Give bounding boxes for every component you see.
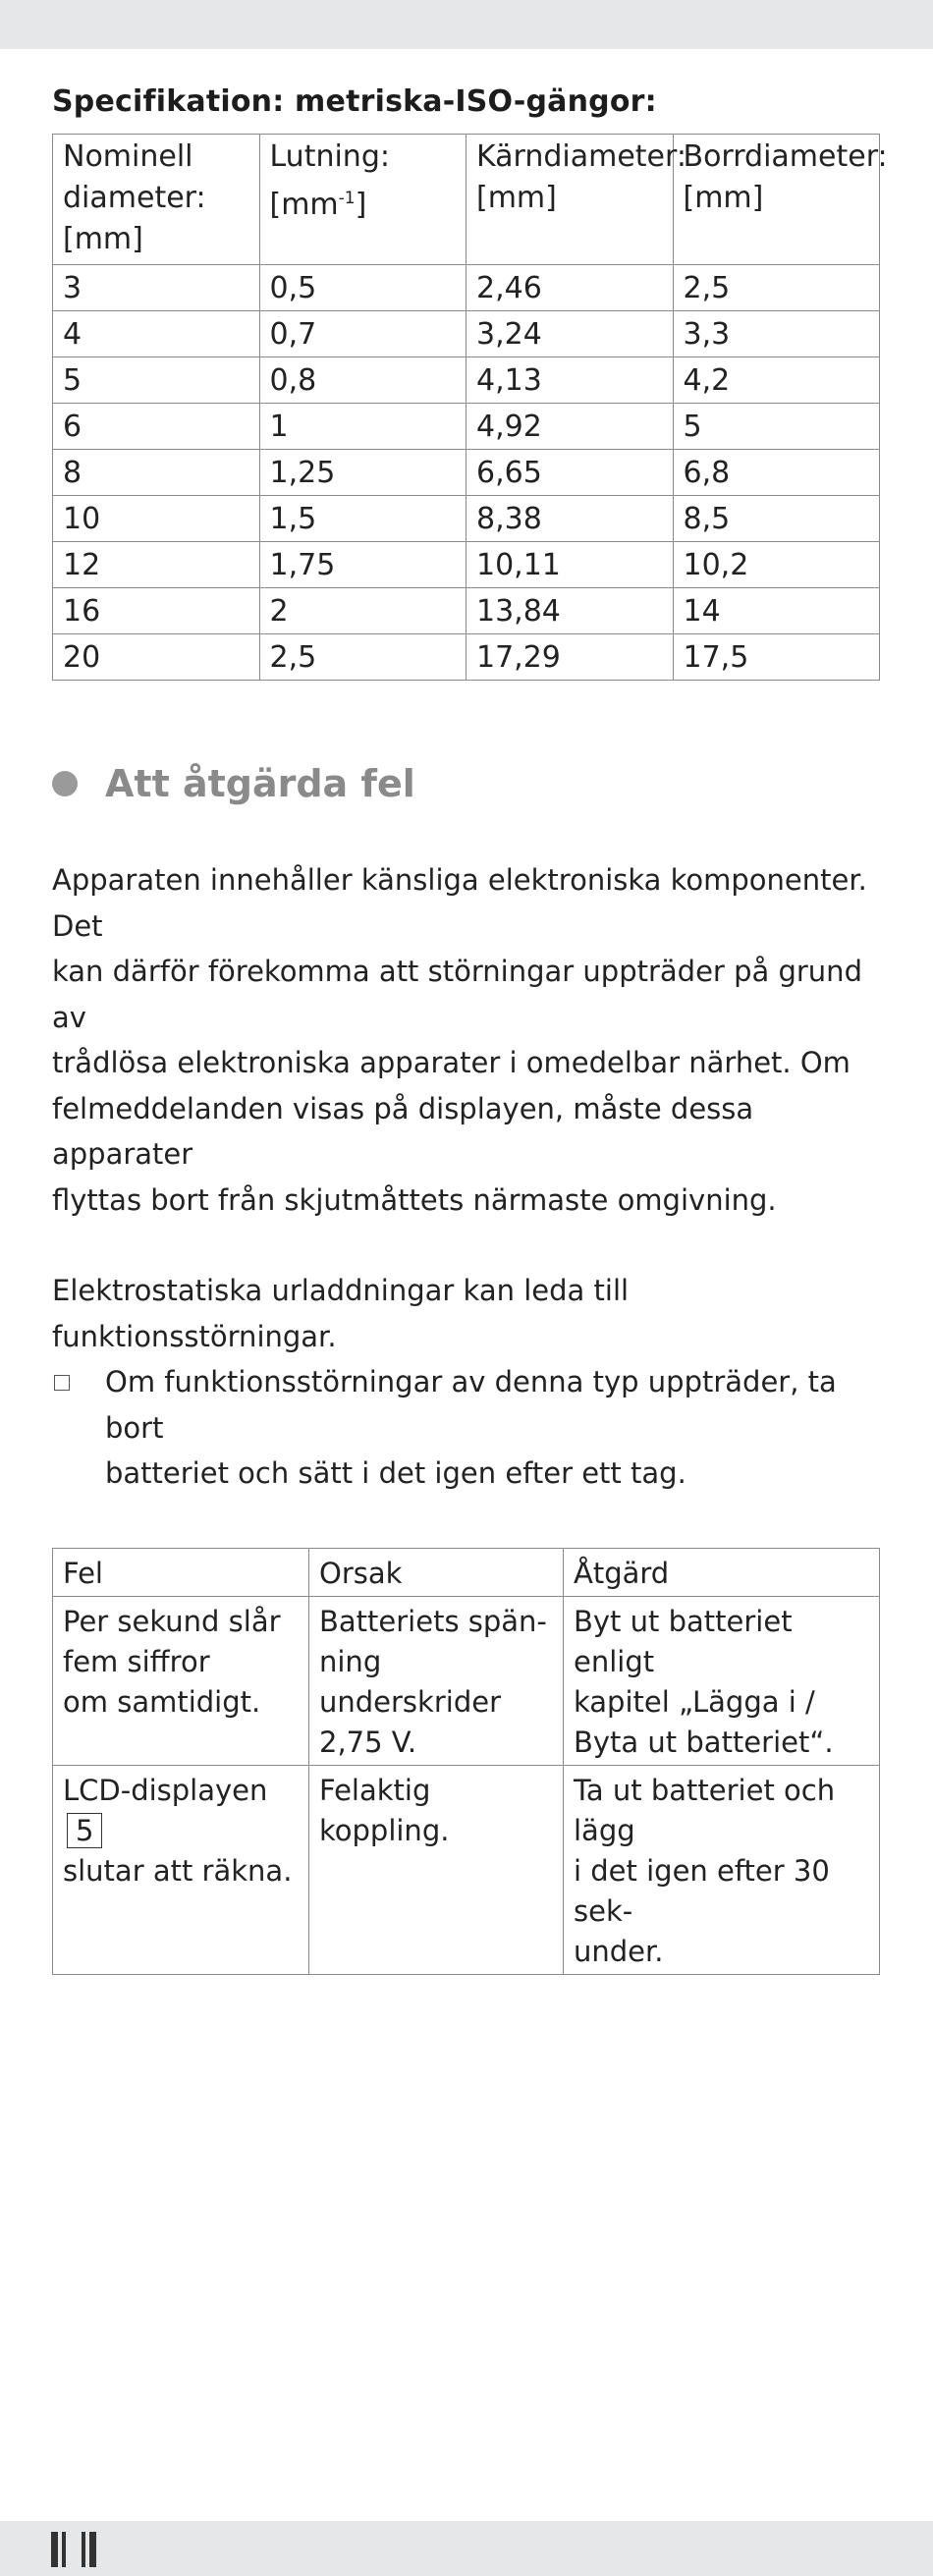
checkbox-bullet-icon [54,1375,70,1391]
bottom-margin-band [0,2521,933,2576]
header-core-diameter: Kärndiameter: [mm] [466,135,674,265]
table-row: 4 0,7 3,24 3,3 [53,311,880,357]
section-heading [52,759,880,808]
instruction-text: Om funktionsstörningar av denna typ uppträder, ta bort batteriet och sätt i det igen efter ett tag. [105,1365,837,1490]
section-bullet-icon [52,771,78,796]
table-row: 20 2,5 17,29 17,5 [53,634,880,681]
section-title: Att åtgärda fel [105,762,415,805]
table-row [53,1765,880,1974]
fault-cell: Per sekund slår fem siffror om samtidigt. [53,1596,309,1765]
table-row: 16 2 13,84 14 [53,588,880,634]
header-cause: Orsak [309,1548,564,1596]
remedy-cell: Ta ut batteriet och lägg i det igen efter 30 sek- under. [564,1765,880,1974]
cause-cell: Felaktig koppling. [309,1765,564,1974]
spec-title: Specifikation: metriska-ISO-gängor: [52,84,657,119]
table-row: 12 1,75 10,11 10,2 [53,542,880,588]
table-row: 5 0,8 4,13 4,2 [53,357,880,404]
iso-thread-table [52,134,888,681]
header-remedy: Åtgärd [564,1548,880,1596]
table-header-row [53,1548,880,1596]
table-row [53,1596,880,1765]
table-row: 8 1,25 6,65 6,8 [53,450,880,496]
top-margin-band [0,0,933,49]
esd-paragraph: Elektrostatiska urladdningar kan leda till funktionsstörningar. [52,1274,630,1353]
reference-number-box: 5 [67,1813,102,1848]
header-fault: Fel [53,1548,309,1596]
troubleshooting-table [52,1548,880,1975]
page-marker-bars-icon [51,2532,96,2567]
info-paragraph: Apparaten innehåller känsliga elektroniska komponenter. Det kan därför förekomma att störningar uppträder på grund av trådlösa elektroniska apparater i omedelbar närhet. Om felmeddelanden visas på displayen, måste dessa apparater flyttas bort från skjutmåttets närmaste omgivning. [52,863,867,1217]
page-content [52,81,888,1975]
table-header-row [53,135,880,265]
header-pitch: Lutning: $[mm^{-1}]$ [259,135,466,265]
table-row: 3 0,5 2,46 2,5 [53,265,880,311]
header-drill-diameter: Borrdiameter: [mm] [673,135,880,265]
table-row: 6 1 4,92 5 [53,404,880,450]
header-nominal-diameter: Nominell diameter: [mm] [53,135,260,265]
instruction-item [52,1359,880,1497]
remedy-cell: Byt ut batteriet enligt kapitel „Lägga i / Byta ut batteriet“. [564,1596,880,1765]
cause-cell: Batteriets spän- ning underskrider 2,75 V. [309,1596,564,1765]
fault-cell: LCD-displayen 5 slutar att räkna. [53,1765,309,1974]
table-row: 10 1,5 8,38 8,5 [53,496,880,542]
